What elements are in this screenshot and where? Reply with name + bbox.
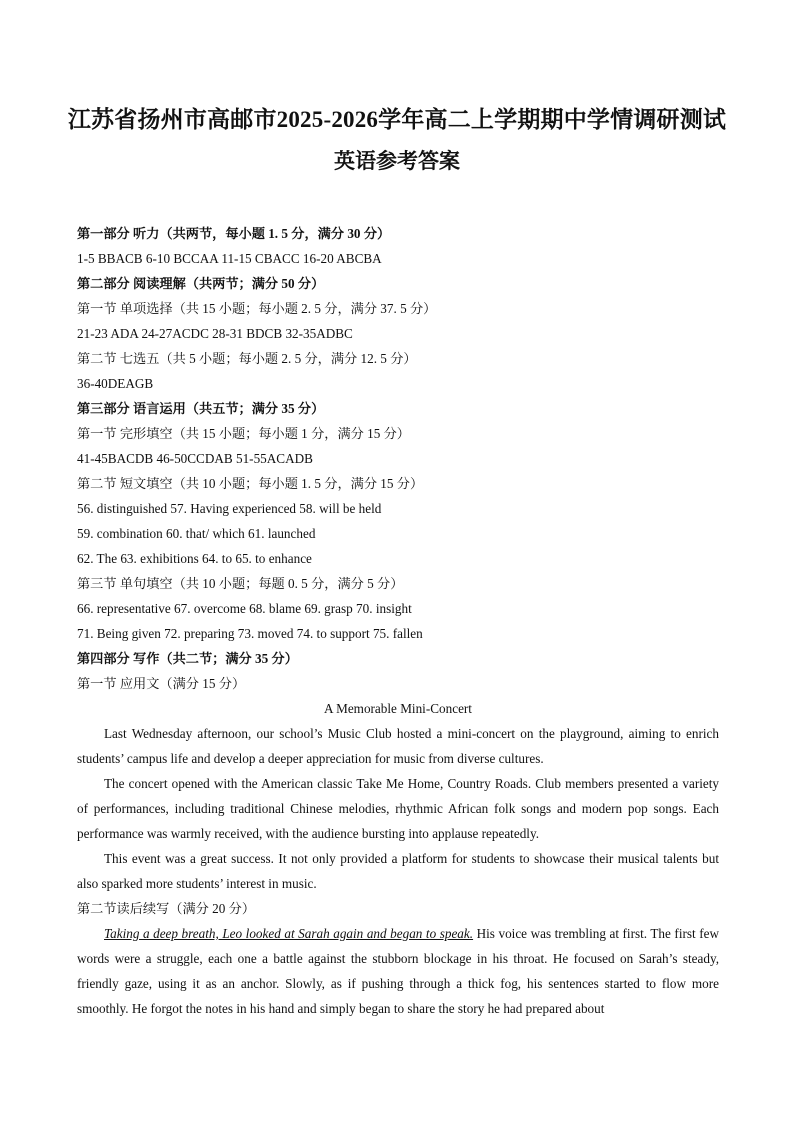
section-heading: 第三节 单句填空（共 10 小题；每题 0. 5 分，满分 5 分） <box>77 576 404 591</box>
document-subtitle: 英语参考答案 <box>334 149 460 173</box>
continuation-paragraph <box>77 921 719 1021</box>
sentence-filling-answers: 71. Being given 72. preparing 73. moved 74. to support 75. fallen <box>77 626 423 641</box>
essay-paragraph: Last Wednesday afternoon, our school’s Music Club hosted a mini-concert on the playground, aiming to enrich students’ campus life and develop a deeper appreciation for music from diverse cultures. <box>77 726 719 766</box>
section-heading: 第一节 应用文（满分 15 分） <box>77 676 246 691</box>
reading-answers: 21-23 ADA 24-27ACDC 28-31 BDCB 32-35ADBC <box>77 326 353 341</box>
part2-heading: 第二部分 阅读理解（共两节；满分 50 分） <box>77 276 325 291</box>
section-heading: 第一节 完形填空（共 15 小题；每小题 1 分，满分 15 分） <box>77 426 410 441</box>
essay-title: A Memorable Mini-Concert <box>324 701 472 716</box>
part1-heading: 第一部分 听力（共两节，每小题 1. 5 分，满分 30 分） <box>77 226 391 241</box>
sentence-filling-answers: 66. representative 67. overcome 68. blame 69. grasp 70. insight <box>77 601 412 616</box>
blank-filling-answers: 62. The 63. exhibitions 64. to 65. to enhance <box>77 551 312 566</box>
essay-paragraph: The concert opened with the American classic Take Me Home, Country Roads. Club members presented a variety of performances, including traditional Chinese melodies, rhythmic African folk songs and modern pop songs. Each performance was warmly received, with the audience bursting into applause repeatedly. <box>77 776 719 841</box>
answer-key-content <box>77 221 719 1021</box>
section-heading: 第二节 七选五（共 5 小题；每小题 2. 5 分，满分 12. 5 分） <box>77 351 417 366</box>
section-heading: 第二节读后续写（满分 20 分） <box>77 901 256 916</box>
continuation-text: His voice was trembling at first. The first few words were a struggle, each one a battle against the stubborn blockage in his throat. He focused on Sarah’s steady, friendly gaze, using it as an anchor. Slowly, as if pushing through a thick fog, his sentences started to flow more smoothly. He forgot the notes in his hand and simply began to share the story he had prepared about <box>77 926 719 1016</box>
seven-choose-five-answers: 36-40DEAGB <box>77 376 154 391</box>
blank-filling-answers: 56. distinguished 57. Having experienced 58. will be held <box>77 501 382 516</box>
essay-paragraph: This event was a great success. It not only provided a platform for students to showcase their musical talents but also sparked more students’ interest in music. <box>77 851 719 891</box>
listening-answers: 1-5 BBACB 6-10 BCCAA 11-15 CBACC 16-20 ABCBA <box>77 251 382 266</box>
document-title: 江苏省扬州市高邮市2025-2026学年高二上学期期中学情调研测试 <box>67 107 727 132</box>
section-heading: 第一节 单项选择（共 15 小题；每小题 2. 5 分，满分 37. 5 分） <box>77 301 437 316</box>
cloze-answers: 41-45BACDB 46-50CCDAB 51-55ACADB <box>77 451 313 466</box>
part4-heading: 第四部分 写作（共二节；满分 35 分） <box>77 651 298 666</box>
continuation-lead-sentence: Taking a deep breath, Leo looked at Sarah again and began to speak. <box>104 926 474 941</box>
blank-filling-answers: 59. combination 60. that/ which 61. launched <box>77 526 316 541</box>
part3-heading: 第三部分 语言运用（共五节；满分 35 分） <box>77 401 325 416</box>
section-heading: 第二节 短文填空（共 10 小题；每小题 1. 5 分，满分 15 分） <box>77 476 424 491</box>
